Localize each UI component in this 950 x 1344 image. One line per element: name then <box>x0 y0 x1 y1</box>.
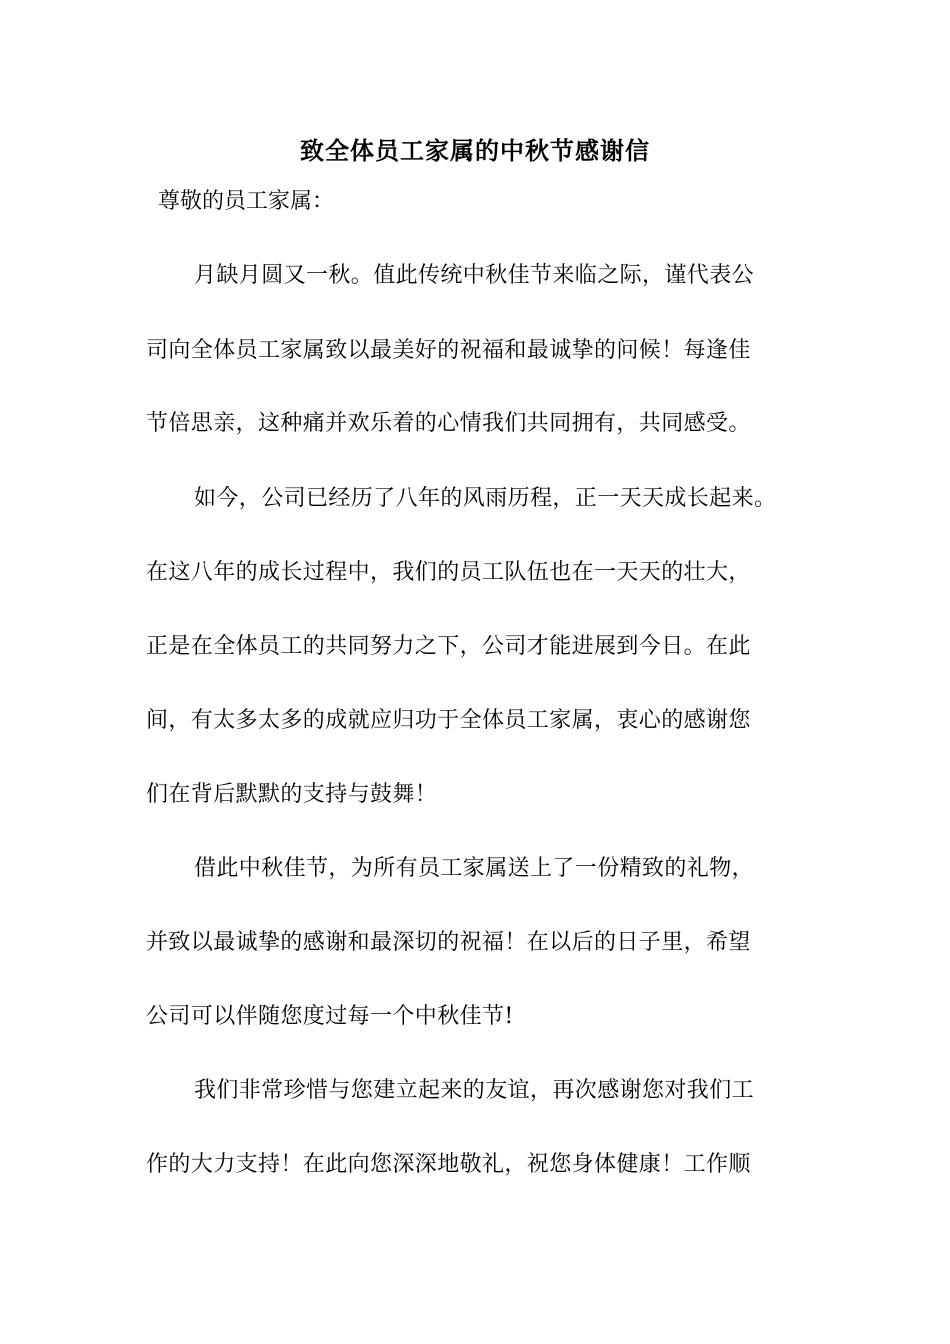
letter-title: 致全体员工家属的中秋节感谢信 <box>300 136 650 165</box>
salutation: 尊敬的员工家属： <box>158 189 335 214</box>
body-line: 如今，公司已经历了八年的风雨历程，正一天天成长起来。 <box>194 486 777 511</box>
body-line: 正是在全体员工的共同努力之下，公司才能进展到今日。在此 <box>146 634 751 659</box>
body-line: 作的大力支持！在此向您深深地敬礼，祝您身体健康！工作顺 <box>146 1152 751 1177</box>
body-line: 借此中秋佳节，为所有员工家属送上了一份精致的礼物， <box>194 856 755 881</box>
body-line: 间，有太多太多的成就应归功于全体员工家属，衷心的感谢您 <box>146 708 751 733</box>
body-line: 并致以最诚挚的感谢和最深切的祝福！在以后的日子里，希望 <box>146 930 751 955</box>
body-line: 司向全体员工家属致以最美好的祝福和最诚挚的问候！每逢佳 <box>146 338 751 363</box>
body-line: 月缺月圆又一秋。值此传统中秋佳节来临之际，谨代表公 <box>194 263 755 288</box>
body-line: 公司可以伴随您度过每一个中秋佳节! <box>146 1004 514 1029</box>
body-line: 我们非常珍惜与您建立起来的友谊，再次感谢您对我们工 <box>194 1078 755 1103</box>
body-line: 们在背后默默的支持与鼓舞！ <box>146 782 438 807</box>
body-line: 节倍思亲，这种痛并欢乐着的心情我们共同拥有，共同感受。 <box>146 411 751 436</box>
body-line: 在这八年的成长过程中，我们的员工队伍也在一天天的壮大， <box>146 560 751 585</box>
